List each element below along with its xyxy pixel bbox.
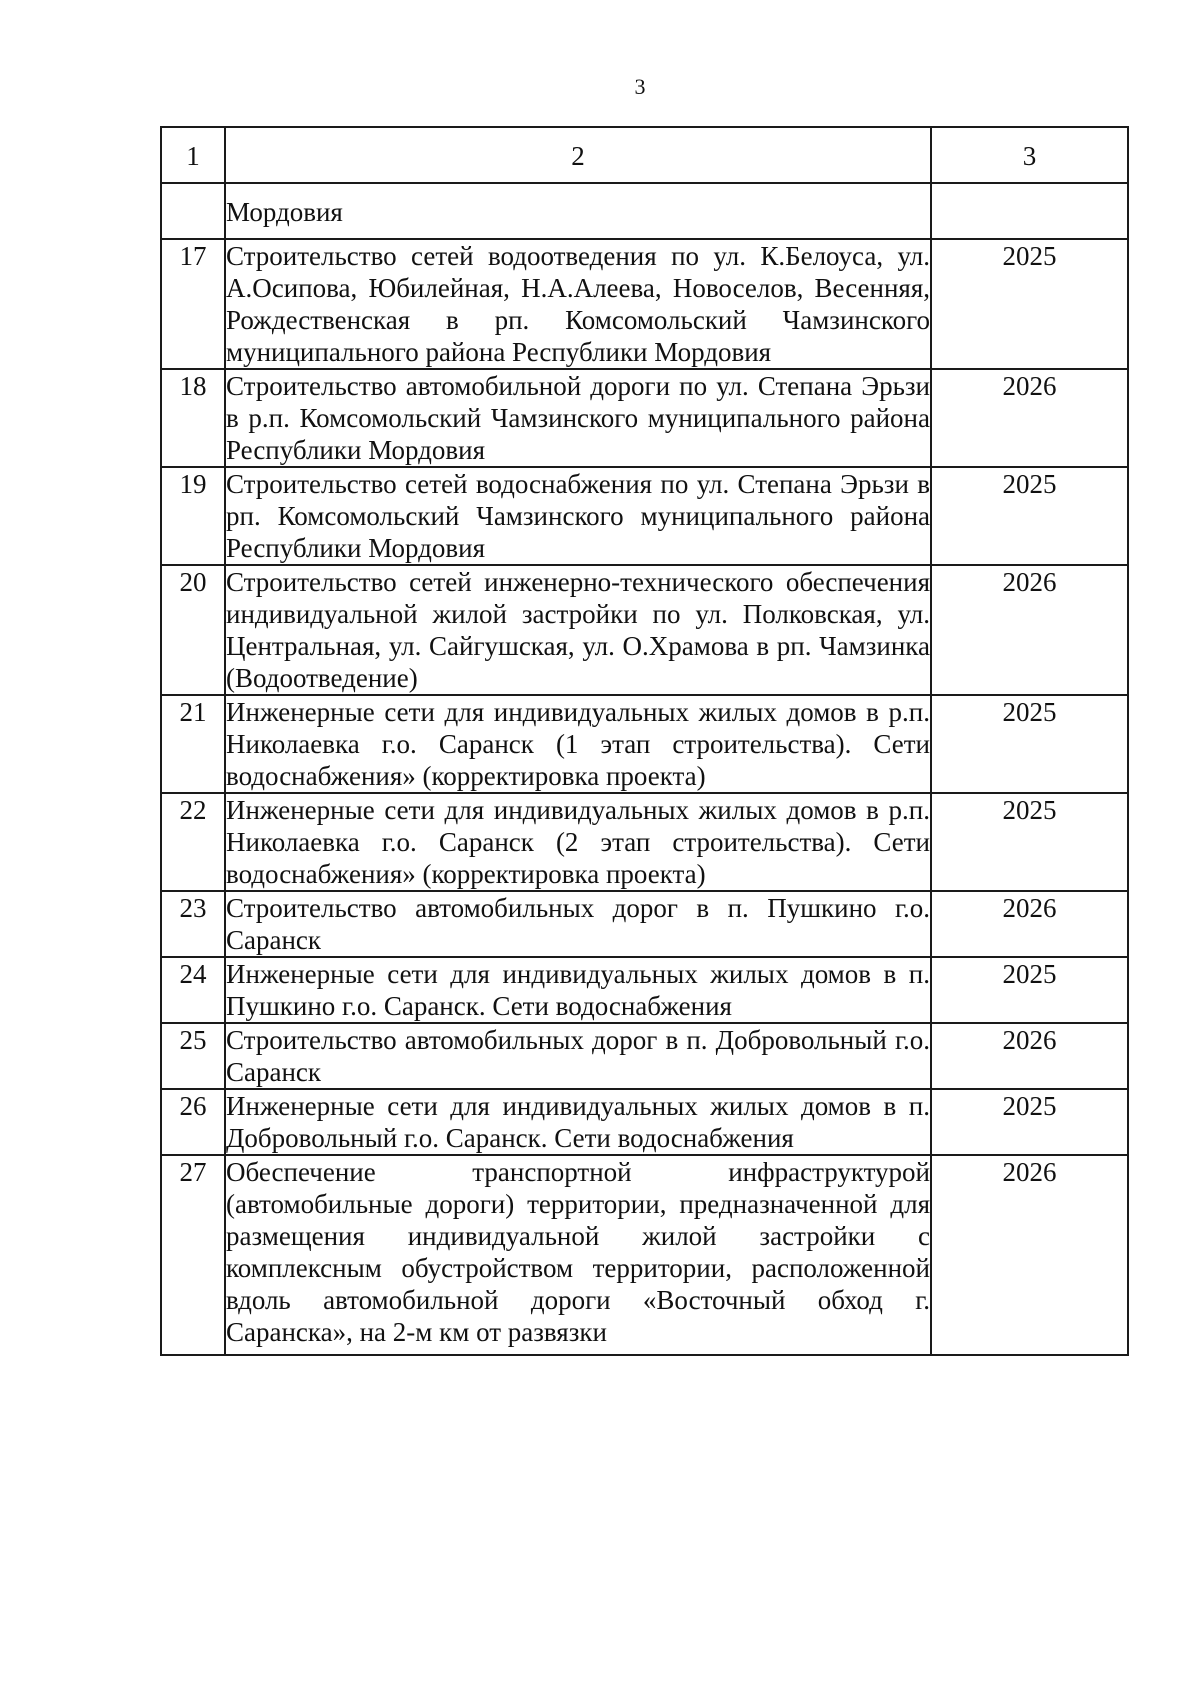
table-row (161, 239, 1128, 369)
row-description: Строительство автомобильных дорог в п. Добровольный г.о. Саранск (226, 1025, 930, 1087)
table-row (161, 1155, 1128, 1355)
row-year: 2025 (931, 239, 1128, 369)
row-number: 17 (161, 239, 225, 369)
table-row (161, 957, 1128, 1023)
continuation-row (161, 183, 1128, 239)
row-number: 21 (161, 695, 225, 793)
column-header-2: 2 (225, 127, 931, 183)
row-description: Строительство сетей водоотведения по ул. К.Белоуса, ул. А.Осипова, Юбилейная, Н.А.Алеева, Новоселов, Весенняя, Рождественская в рп. Комсомольский Чамзинского муниципального района Республики Мордовия (226, 241, 930, 367)
row-year: 2026 (931, 1155, 1128, 1355)
row-year: 2026 (931, 565, 1128, 695)
page-number: 3 (634, 74, 646, 99)
projects-table (160, 126, 1129, 1356)
row-description: Строительство сетей водоснабжения по ул. Степана Эрьзи в рп. Комсомольский Чамзинского муниципального района Республики Мордовия (226, 469, 930, 563)
table-row (161, 793, 1128, 891)
row-description: Инженерные сети для индивидуальных жилых домов в п. Пушкино г.о. Саранск. Сети водоснабжения (226, 959, 930, 1021)
table-row (161, 369, 1128, 467)
row-year: 2026 (931, 891, 1128, 957)
table-row (161, 467, 1128, 565)
row-number: 18 (161, 369, 225, 467)
row-number: 20 (161, 565, 225, 695)
row-number: 24 (161, 957, 225, 1023)
row-number: 26 (161, 1089, 225, 1155)
row-number: 22 (161, 793, 225, 891)
column-header-1: 1 (161, 127, 225, 183)
continuation-num-cell (161, 183, 225, 239)
row-number: 25 (161, 1023, 225, 1089)
row-number: 23 (161, 891, 225, 957)
row-description: Обеспечение транспортной инфраструктурой (автомобильные дороги) территории, предназначенной для размещения индивидуальной жилой застройки с комплексным обустройством территории, расположенной вдоль автомобильной дороги «Восточный обход г. Саранска», на 2-м км от развязки (225, 1155, 931, 1355)
table-row (161, 695, 1128, 793)
row-description: Инженерные сети для индивидуальных жилых домов в р.п. Николаевка г.о. Саранск (2 этап строительства). Сети водоснабжения» (корректировка проекта) (226, 795, 930, 889)
continuation-year-cell (931, 183, 1128, 239)
table-row (161, 1023, 1128, 1089)
row-description: Строительство автомобильных дорог в п. Пушкино г.о. Саранск (226, 893, 930, 955)
column-header-3: 3 (931, 127, 1128, 183)
continuation-text: Мордовия (225, 183, 931, 239)
row-description: Инженерные сети для индивидуальных жилых домов в р.п. Николаевка г.о. Саранск (1 этап строительства). Сети водоснабжения» (корректировка проекта) (226, 697, 930, 791)
table-row (161, 891, 1128, 957)
row-year: 2025 (931, 793, 1128, 891)
table-row (161, 565, 1128, 695)
row-description: Строительство сетей инженерно-технического обеспечения индивидуальной жилой застройки по ул. Полковская, ул. Центральная, ул. Сайгушская, ул. О.Храмова в рп. Чамзинка (Водоотведение) (226, 567, 930, 693)
row-year: 2026 (931, 1023, 1128, 1089)
row-description: Инженерные сети для индивидуальных жилых домов в п. Добровольный г.о. Саранск. Сети водоснабжения (226, 1091, 930, 1153)
row-year: 2025 (931, 957, 1128, 1023)
row-description: Строительство автомобильной дороги по ул. Степана Эрьзи в р.п. Комсомольский Чамзинского муниципального района Республики Мордовия (226, 371, 930, 465)
table-row (161, 1089, 1128, 1155)
row-number: 19 (161, 467, 225, 565)
row-year: 2025 (931, 695, 1128, 793)
table-header-row (161, 127, 1128, 183)
row-number: 27 (161, 1155, 225, 1355)
row-year: 2026 (931, 369, 1128, 467)
row-year: 2025 (931, 1089, 1128, 1155)
row-year: 2025 (931, 467, 1128, 565)
